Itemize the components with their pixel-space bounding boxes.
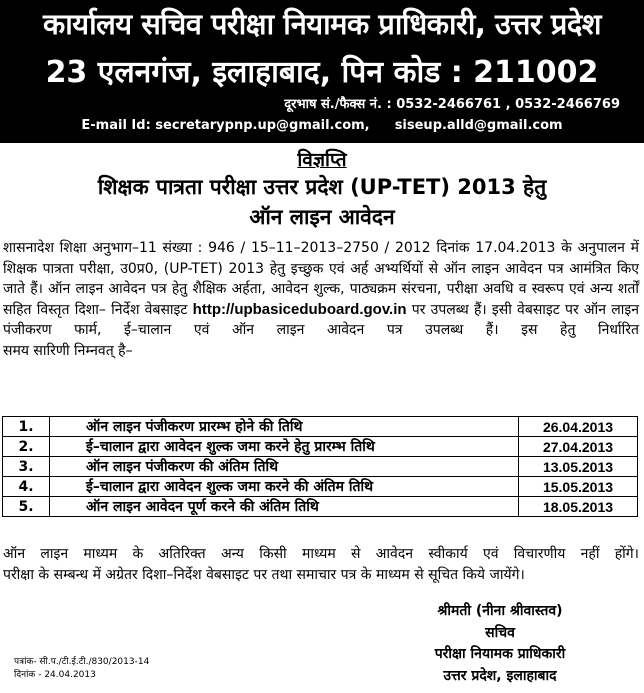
letter-date: दिनांक - 24.04.2013 [14,670,96,680]
email-secondary[interactable]: siseup.alld@gmail.com [394,118,563,133]
table-row [3,437,638,457]
signatory-name: श्रीमती (नीना श्रीवास्तव) [437,603,563,619]
email-line [0,118,644,133]
letter-number: पत्रांक- सी.प./टी.ई.टी./830/2013-14 [14,657,150,667]
office-name: कार्यालय सचिव परीक्षा नियामक प्राधिकारी, उत्तर प्रदेश [43,7,601,41]
reference-block [14,656,149,682]
row-date: 27.04.2013 [519,437,638,457]
row-event: ई–चालान द्वारा आवेदन शुल्क जमा करने की अंतिम तिथि [50,477,519,497]
header-banner [0,0,644,143]
row-number: 5. [3,497,50,517]
website-link[interactable]: http://upbasiceduboard.gov.in [192,300,407,318]
table-row [3,477,638,497]
signatory-designation: सचिव [485,624,515,641]
phone-fax: दूरभाष सं./फैक्स नं. : 0532-2466761 , 0532-2466769 [284,97,620,112]
paragraph-tail: पर उपलब्ध हैं। इसी वेबसाइट पर ऑन लाइन पंजीकरण फार्म, ई–चालान एवं ऑन लाइन आवेदन पत्र उपलब्ध हैं। इस हेतु निर्धारित [3,301,639,339]
row-date: 13.05.2013 [519,457,638,477]
row-number: 4. [3,477,50,497]
footer-note-2: परीक्षा के सम्बन्ध में अग्रेतर दिशा–निर्देश वेबसाइट पर तथा समाचार पत्र के माध्यम से सूचित किये जायेंगे। [3,566,525,583]
row-event: ऑन लाइन पंजीकरण प्रारम्भ होने की तिथि [50,417,519,437]
paragraph-text: शासनादेश शिक्षा अनुभाग–11 संख्या : 946 / 15–11–2013–2750 / 2012 दिनांक 17.04.2013 के अनुपालन में शिक्षक पात्रता परीक्षा, उ0प्र0, (UP-TET) 2013 हेतु इच्छुक एवं अर्ह अभ्यर्थियों से ऑन लाइन आवेदन पत्र आमंत्रित किए जाते हैं। ऑन लाइन आवेदन पत्र हेतु शैक्षिक अर्हता, आवेदन शुल्क, पाठ्यक्रम संरचना, परीक्षा अवधि व स्वरूप एवं अन्य शर्तों सहित विस्तृत दिशा– निर्देश वेबसाइट [3,240,639,318]
row-date: 18.05.2013 [519,497,638,517]
row-event: ऑन लाइन आवेदन पूर्ण करने की अंतिम तिथि [50,497,519,517]
main-paragraph [3,238,639,362]
schedule-table [2,416,638,517]
signatory-place: उत्तर प्रदेश, इलाहाबाद [443,667,557,684]
footer-notes [3,544,639,585]
notice-title: शिक्षक पात्रता परीक्षा उत्तर प्रदेश (UP-TET) 2013 हेतु [97,175,547,199]
row-date: 26.04.2013 [519,417,638,437]
table-row [3,457,638,477]
notice-subtitle: ऑन लाइन आवेदन [249,205,395,229]
row-event: ई–चालान द्वारा आवेदन शुल्क जमा करने हेतु प्रारम्भ तिथि [50,437,519,457]
table-row [3,497,638,517]
office-address: 23 एलनगंज, इलाहाबाद, पिन कोड : 211002 [45,55,599,90]
row-number: 2. [3,437,50,457]
footer-note-1: ऑन लाइन माध्यम के अतिरिक्त अन्य किसी माध्यम से आवेदन स्वीकार्य एवं विचारणीय नहीं होंगे। [3,546,639,562]
signature-block [380,601,620,687]
row-date: 15.05.2013 [519,477,638,497]
notice-heading: विज्ञप्ति [297,149,347,171]
table-row [3,417,638,437]
row-number: 3. [3,457,50,477]
row-event: ऑन लाइन पंजीकरण की अंतिम तिथि [50,457,519,477]
email-primary[interactable]: secretarypnp.up@gmail.com, [155,118,370,133]
paragraph-last-line: समय सारिणी निम्नवत् है– [3,342,133,359]
row-number: 1. [3,417,50,437]
signatory-office: परीक्षा नियामक प्राधिकारी [434,646,566,662]
email-label: E-mail Id: [81,118,151,133]
